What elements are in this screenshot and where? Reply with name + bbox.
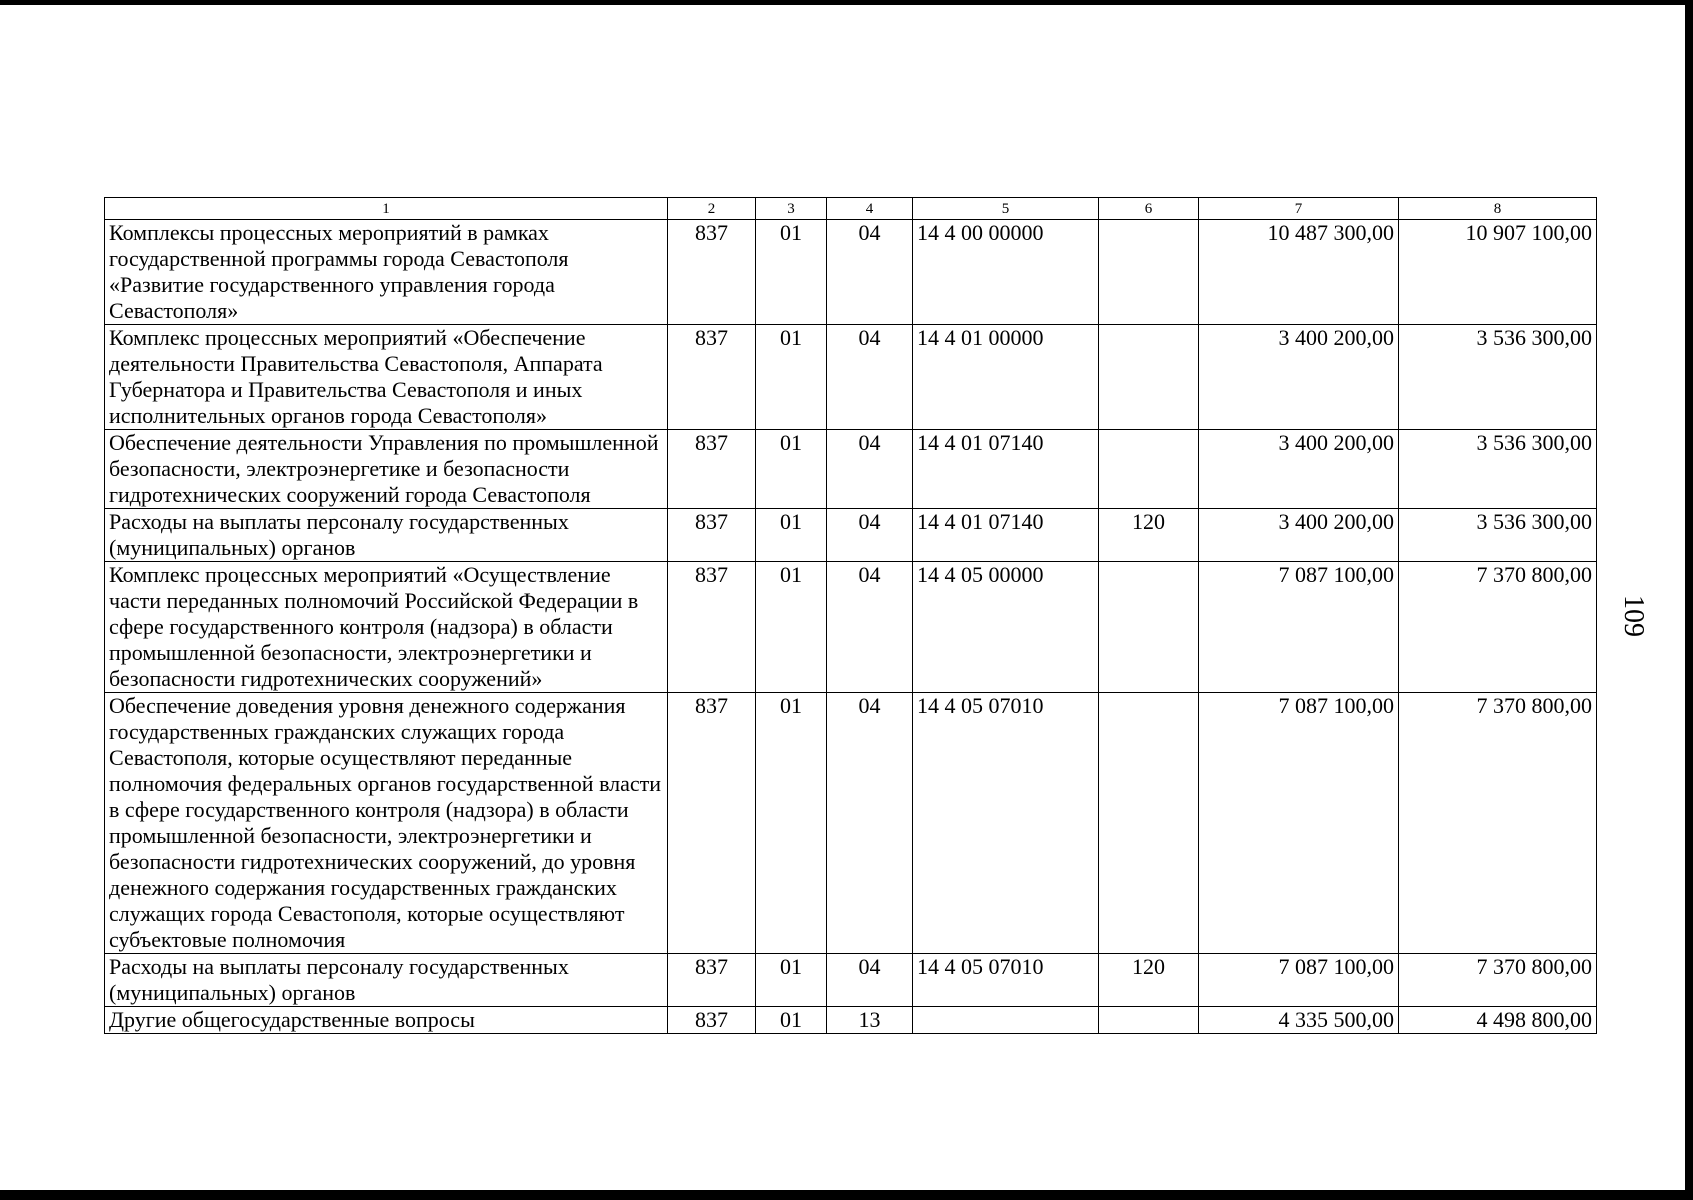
subsection-code: 13 [827, 1007, 913, 1034]
target-article-code: 14 4 00 00000 [913, 220, 1099, 325]
item-name: Комплекс процессных мероприятий «Обеспечение деятельности Правительства Севастополя, Аппарата Губернатора и Правительства Севастополя и иных исполнительных органов города Севастополя» [105, 325, 668, 430]
scan-border-top [0, 0, 1693, 5]
table-row [105, 220, 1597, 325]
section-code: 01 [756, 693, 827, 954]
subsection-code: 04 [827, 562, 913, 693]
expense-type-code [1099, 1007, 1199, 1034]
subsection-code: 04 [827, 693, 913, 954]
scan-border-bottom [0, 1190, 1693, 1200]
amount-col8: 3 536 300,00 [1399, 325, 1597, 430]
target-article-code: 14 4 05 07010 [913, 693, 1099, 954]
ministry-code: 837 [668, 693, 756, 954]
column-header: 8 [1399, 198, 1597, 220]
table-row [105, 325, 1597, 430]
expense-type-code [1099, 325, 1199, 430]
column-header: 4 [827, 198, 913, 220]
column-header: 7 [1199, 198, 1399, 220]
item-name: Обеспечение доведения уровня денежного содержания государственных гражданских служащих города Севастополя, которые осуществляют переданные полномочия федеральных органов государственной власти в сфере государственного контроля (надзора) в области промышленной безопасности, электроэнергетики и безопасности гидротехнических сооружений, до уровня денежного содержания государственных гражданских служащих города Севастополя, которые осуществляют субъектовые полномочия [105, 693, 668, 954]
item-name: Другие общегосударственные вопросы [105, 1007, 668, 1034]
ministry-code: 837 [668, 1007, 756, 1034]
table-row [105, 1007, 1597, 1034]
page-number: 109 [1618, 595, 1649, 637]
amount-col7: 7 087 100,00 [1199, 693, 1399, 954]
table-row [105, 430, 1597, 509]
column-header: 3 [756, 198, 827, 220]
amount-col7: 10 487 300,00 [1199, 220, 1399, 325]
table-row [105, 562, 1597, 693]
amount-col8: 7 370 800,00 [1399, 562, 1597, 693]
ministry-code: 837 [668, 954, 756, 1007]
amount-col7: 3 400 200,00 [1199, 430, 1399, 509]
item-name: Комплекс процессных мероприятий «Осуществление части переданных полномочий Российской Федерации в сфере государственного контроля (надзора) в области промышленной безопасности, электроэнергетики и безопасности гидротехнических сооружений» [105, 562, 668, 693]
expense-type-code: 120 [1099, 509, 1199, 562]
section-code: 01 [756, 220, 827, 325]
amount-col8: 10 907 100,00 [1399, 220, 1597, 325]
ministry-code: 837 [668, 509, 756, 562]
amount-col7: 4 335 500,00 [1199, 1007, 1399, 1034]
subsection-code: 04 [827, 220, 913, 325]
section-code: 01 [756, 430, 827, 509]
table-row [105, 509, 1597, 562]
expense-type-code [1099, 562, 1199, 693]
amount-col8: 7 370 800,00 [1399, 954, 1597, 1007]
amount-col8: 4 498 800,00 [1399, 1007, 1597, 1034]
ministry-code: 837 [668, 562, 756, 693]
section-code: 01 [756, 954, 827, 1007]
column-header: 1 [105, 198, 668, 220]
column-header: 5 [913, 198, 1099, 220]
item-name: Расходы на выплаты персоналу государственных (муниципальных) органов [105, 509, 668, 562]
section-code: 01 [756, 325, 827, 430]
column-header: 6 [1099, 198, 1199, 220]
column-header: 2 [668, 198, 756, 220]
amount-col7: 7 087 100,00 [1199, 562, 1399, 693]
scan-border-right [1685, 0, 1693, 1200]
subsection-code: 04 [827, 954, 913, 1007]
target-article-code [913, 1007, 1099, 1034]
ministry-code: 837 [668, 325, 756, 430]
ministry-code: 837 [668, 430, 756, 509]
table-row [105, 954, 1597, 1007]
target-article-code: 14 4 01 00000 [913, 325, 1099, 430]
amount-col7: 3 400 200,00 [1199, 325, 1399, 430]
amount-col8: 3 536 300,00 [1399, 509, 1597, 562]
subsection-code: 04 [827, 509, 913, 562]
section-code: 01 [756, 562, 827, 693]
ministry-code: 837 [668, 220, 756, 325]
item-name: Расходы на выплаты персоналу государственных (муниципальных) органов [105, 954, 668, 1007]
expense-type-code [1099, 430, 1199, 509]
expense-type-code [1099, 220, 1199, 325]
target-article-code: 14 4 01 07140 [913, 509, 1099, 562]
table-row [105, 693, 1597, 954]
item-name: Комплексы процессных мероприятий в рамках государственной программы города Севастополя «Развитие государственного управления города Севастополя» [105, 220, 668, 325]
section-code: 01 [756, 1007, 827, 1034]
budget-table [104, 197, 1597, 1034]
amount-col8: 7 370 800,00 [1399, 693, 1597, 954]
header-row [105, 198, 1597, 220]
target-article-code: 14 4 05 00000 [913, 562, 1099, 693]
amount-col8: 3 536 300,00 [1399, 430, 1597, 509]
subsection-code: 04 [827, 430, 913, 509]
expense-type-code [1099, 693, 1199, 954]
amount-col7: 7 087 100,00 [1199, 954, 1399, 1007]
target-article-code: 14 4 05 07010 [913, 954, 1099, 1007]
expense-type-code: 120 [1099, 954, 1199, 1007]
amount-col7: 3 400 200,00 [1199, 509, 1399, 562]
item-name: Обеспечение деятельности Управления по промышленной безопасности, электроэнергетике и безопасности гидротехнических сооружений города Севастополя [105, 430, 668, 509]
section-code: 01 [756, 509, 827, 562]
target-article-code: 14 4 01 07140 [913, 430, 1099, 509]
subsection-code: 04 [827, 325, 913, 430]
